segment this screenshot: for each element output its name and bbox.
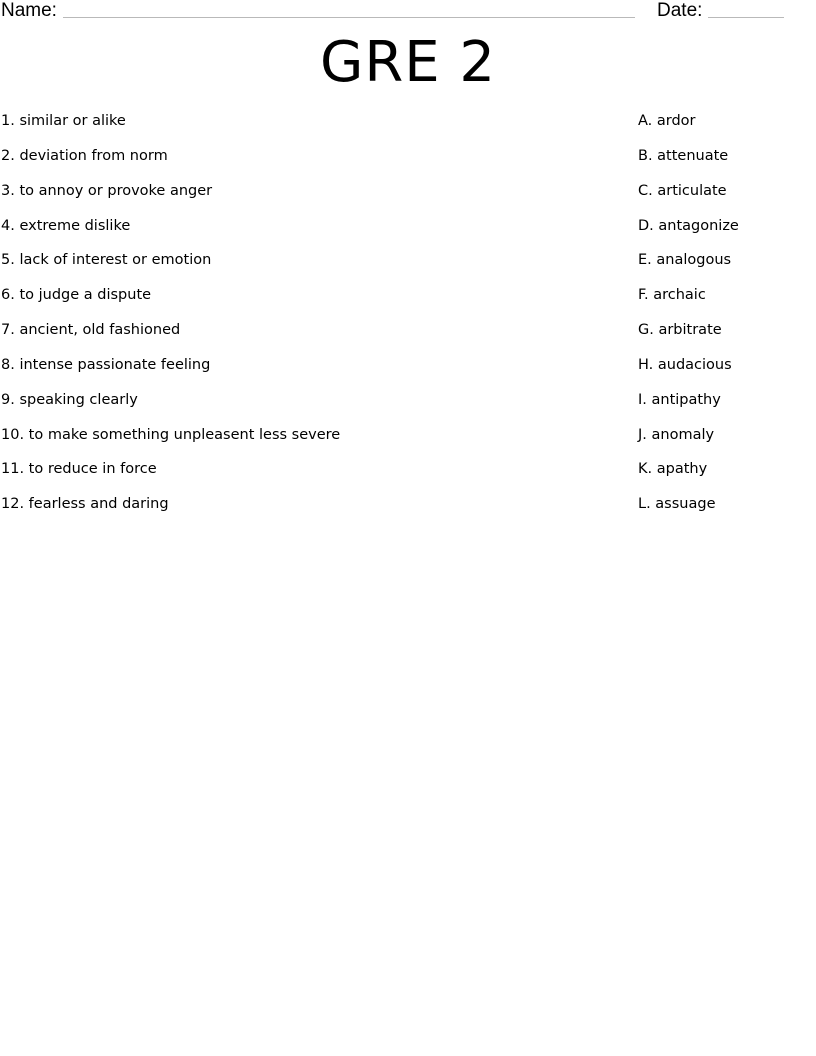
name-label: Name:: [1, 0, 57, 21]
clue-text: 6. to judge a dispute: [1, 287, 152, 304]
clue-text: 4. extreme dislike: [1, 217, 131, 234]
clue-text: 5. lack of interest or emotion: [1, 252, 212, 269]
clue-text: 8. intense passionate feeling: [1, 356, 211, 373]
clue-text: 3. to annoy or provoke anger: [1, 182, 213, 199]
matching-list: [0, 112, 816, 530]
date-label: Date:: [657, 0, 703, 21]
answer-option: H. audacious: [638, 356, 732, 373]
answer-option: D. antagonize: [638, 217, 739, 234]
matching-row: [0, 321, 816, 356]
answer-option: G. arbitrate: [638, 322, 722, 339]
name-blank-line[interactable]: [63, 17, 635, 18]
matching-row: [0, 251, 816, 286]
answer-option: I. antipathy: [638, 391, 721, 408]
date-blank-line[interactable]: [708, 17, 784, 18]
answer-option: A. ardor: [638, 113, 696, 129]
clue-text: 12. fearless and daring: [1, 496, 169, 513]
matching-row: [0, 460, 816, 495]
matching-row: [0, 182, 816, 217]
matching-row: [0, 356, 816, 391]
matching-row: [0, 217, 816, 252]
clue-text: 11. to reduce in force: [1, 461, 157, 478]
matching-row: [0, 147, 816, 182]
page-title: GRE 2: [319, 30, 497, 95]
answer-option: K. apathy: [638, 461, 708, 478]
matching-row: [0, 495, 816, 530]
clue-text: 10. to make something unpleasent less severe: [1, 426, 341, 443]
clue-text: 1. similar or alike: [1, 113, 126, 129]
matching-row: [0, 286, 816, 321]
matching-row: [0, 426, 816, 461]
answer-option: B. attenuate: [638, 147, 729, 164]
answer-option: L. assuage: [638, 496, 716, 513]
answer-option: J. anomaly: [638, 426, 715, 443]
header-row: [0, 0, 816, 24]
clue-text: 7. ancient, old fashioned: [1, 322, 181, 339]
clue-text: 9. speaking clearly: [1, 391, 138, 408]
answer-option: C. articulate: [638, 182, 727, 199]
matching-row: [0, 112, 816, 147]
matching-row: [0, 391, 816, 426]
answer-option: E. analogous: [638, 252, 732, 269]
clue-text: 2. deviation from norm: [1, 147, 168, 164]
answer-option: F. archaic: [638, 287, 706, 304]
